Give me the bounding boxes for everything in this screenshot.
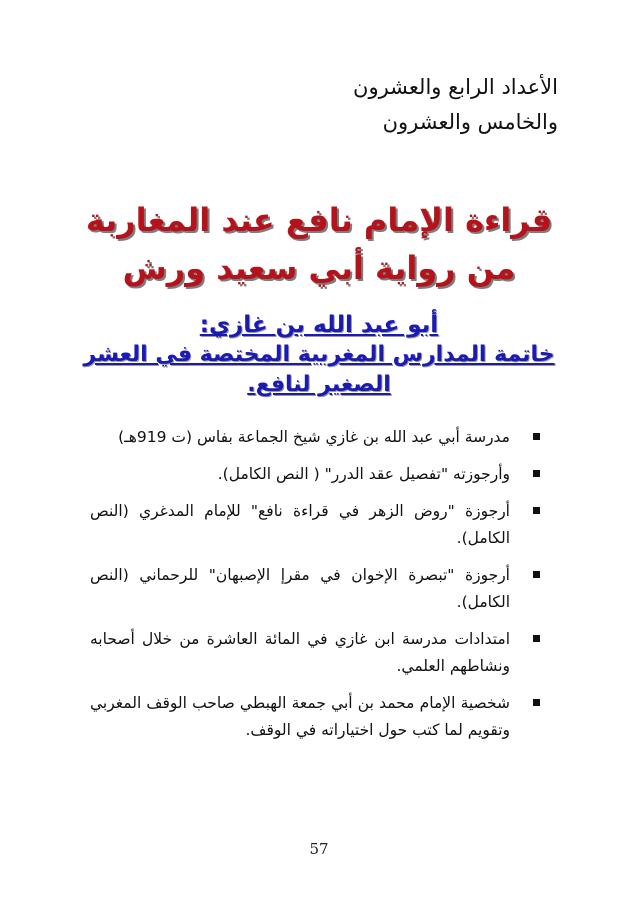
list-item-text: شخصية الإمام محمد بن أبي جمعة الهبطي صاحب الوقف المغربي وتقويم لما كتب حول اختياراته في الوقف. [90,694,510,739]
list-item [90,498,542,552]
list-item-text: أرجوزة "تبصرة الإخوان في مقرإ الإصبهان" للرحماني (النص الكامل). [90,566,510,611]
list-item-text: امتدادات مدرسة ابن غازي في المائة العاشرة من خلال أصحابه ونشاطهم العلمي. [90,630,510,675]
main-title [40,196,598,292]
list-item [90,626,542,680]
square-bullet-icon [533,699,540,706]
list-item [90,562,542,616]
square-bullet-icon [533,433,540,440]
contents-list [90,424,542,754]
square-bullet-icon [533,507,540,514]
list-item [90,461,542,488]
list-item-text: وأرجوزته "تفصيل عقد الدرر" ( النص الكامل). [217,465,510,483]
main-title-line-1: قراءة الإمام نافع عند المغاربة [85,201,553,239]
section-subtitle-line-2: الصغير لنافع. [247,372,391,397]
list-item [90,690,542,744]
square-bullet-icon [533,470,540,477]
section-subtitle [58,340,580,400]
square-bullet-icon [533,571,540,578]
list-item [90,424,542,451]
page-number: 57 [309,840,329,858]
issue-header-line-1: الأعداد الرابع والعشرون [353,75,558,99]
issue-header-line-2: والخامس والعشرون [382,110,558,134]
section-subtitle-line-1: خاتمة المدارس المغربية المختصة في العشر [83,342,555,367]
author-heading: أبو عبد الله بن غازي: [199,312,439,338]
issue-header [138,70,558,140]
main-title-line-2: من رواية أبي سعيد ورش [122,249,516,287]
square-bullet-icon [533,635,540,642]
list-item-text: أرجوزة "روض الزهر في قراءة نافع" للإمام المدغري (النص الكامل). [90,502,510,547]
list-item-text: مدرسة أبي عبد الله بن غازي شيخ الجماعة بفاس (ت 919هـ) [118,428,510,446]
